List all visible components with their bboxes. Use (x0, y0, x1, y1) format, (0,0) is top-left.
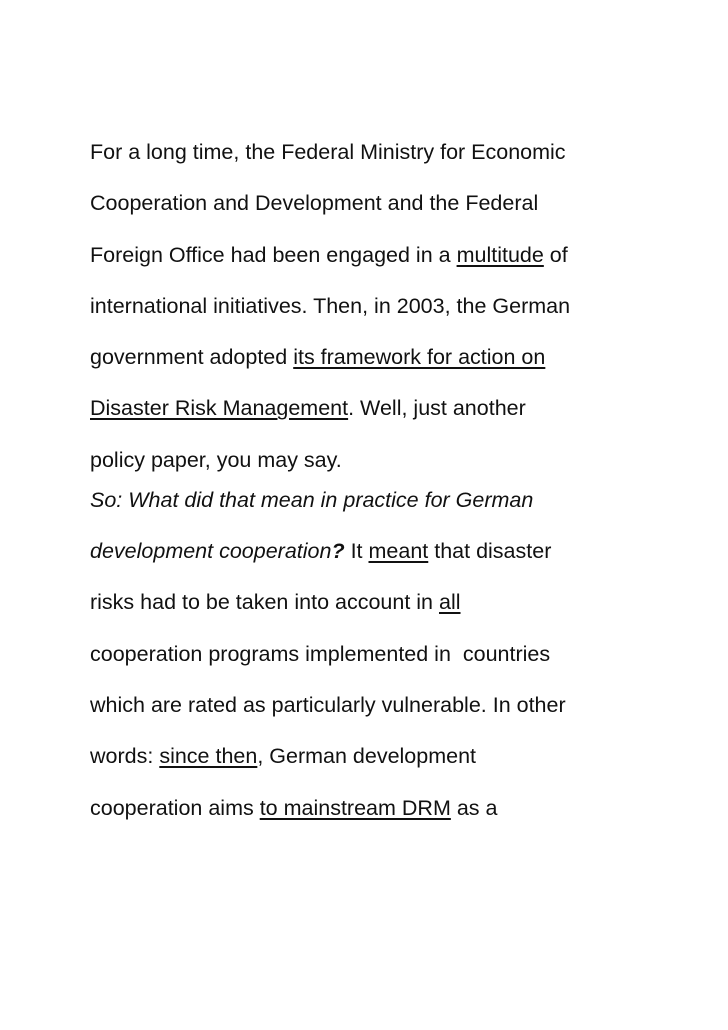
text-run: as a (450, 795, 498, 820)
text-line (90, 444, 690, 484)
text-line (90, 136, 690, 187)
underlined-term: its framework for action on (293, 345, 546, 370)
text-run: that disaster (428, 539, 552, 564)
underlined-term: all (439, 590, 461, 615)
underlined-term: meant (368, 539, 429, 564)
text-line (90, 341, 690, 392)
text-run: , German development (257, 744, 477, 769)
text-run: cooperation programs implemented in countries (90, 641, 551, 666)
text-run: government adopted (90, 345, 294, 370)
text-line (90, 484, 690, 535)
text-line (90, 239, 690, 290)
text-run: cooperation aims (90, 795, 260, 820)
text-run: words: (90, 744, 160, 769)
text-run: . Well, just another (348, 396, 526, 421)
text-run: Foreign Office had been engaged in a (90, 242, 457, 267)
underlined-term: since then (159, 744, 258, 769)
text-run: risks had to be taken into account in (90, 590, 439, 615)
text-line (90, 392, 690, 443)
text-run: which are rated as particularly vulnerable. In other (90, 692, 566, 717)
text-run: policy paper, you may say. (90, 447, 342, 472)
text-line (90, 792, 690, 843)
text-line (90, 290, 690, 341)
text-run: Cooperation and Development and the Federal (90, 191, 539, 216)
text-run: It (344, 539, 369, 564)
body-text (90, 136, 690, 843)
text-run: of (543, 242, 568, 267)
text-run: For a long time, the Federal Ministry for Economic (90, 140, 566, 164)
text-line (90, 535, 690, 586)
underlined-term: multitude (456, 242, 544, 267)
text-line (90, 187, 690, 238)
underlined-term: to mainstream DRM (259, 795, 451, 820)
text-line (90, 586, 690, 637)
text-run: international initiatives. Then, in 2003, the German (90, 293, 571, 318)
bold-italic-question-mark: ? (331, 539, 345, 564)
italic-text: development cooperation (90, 539, 332, 564)
underlined-term: Disaster Risk Management (90, 396, 349, 421)
italic-text: So: What did that mean in practice for German (90, 487, 534, 512)
text-line (90, 689, 690, 740)
text-line (90, 740, 690, 791)
text-line (90, 638, 690, 689)
